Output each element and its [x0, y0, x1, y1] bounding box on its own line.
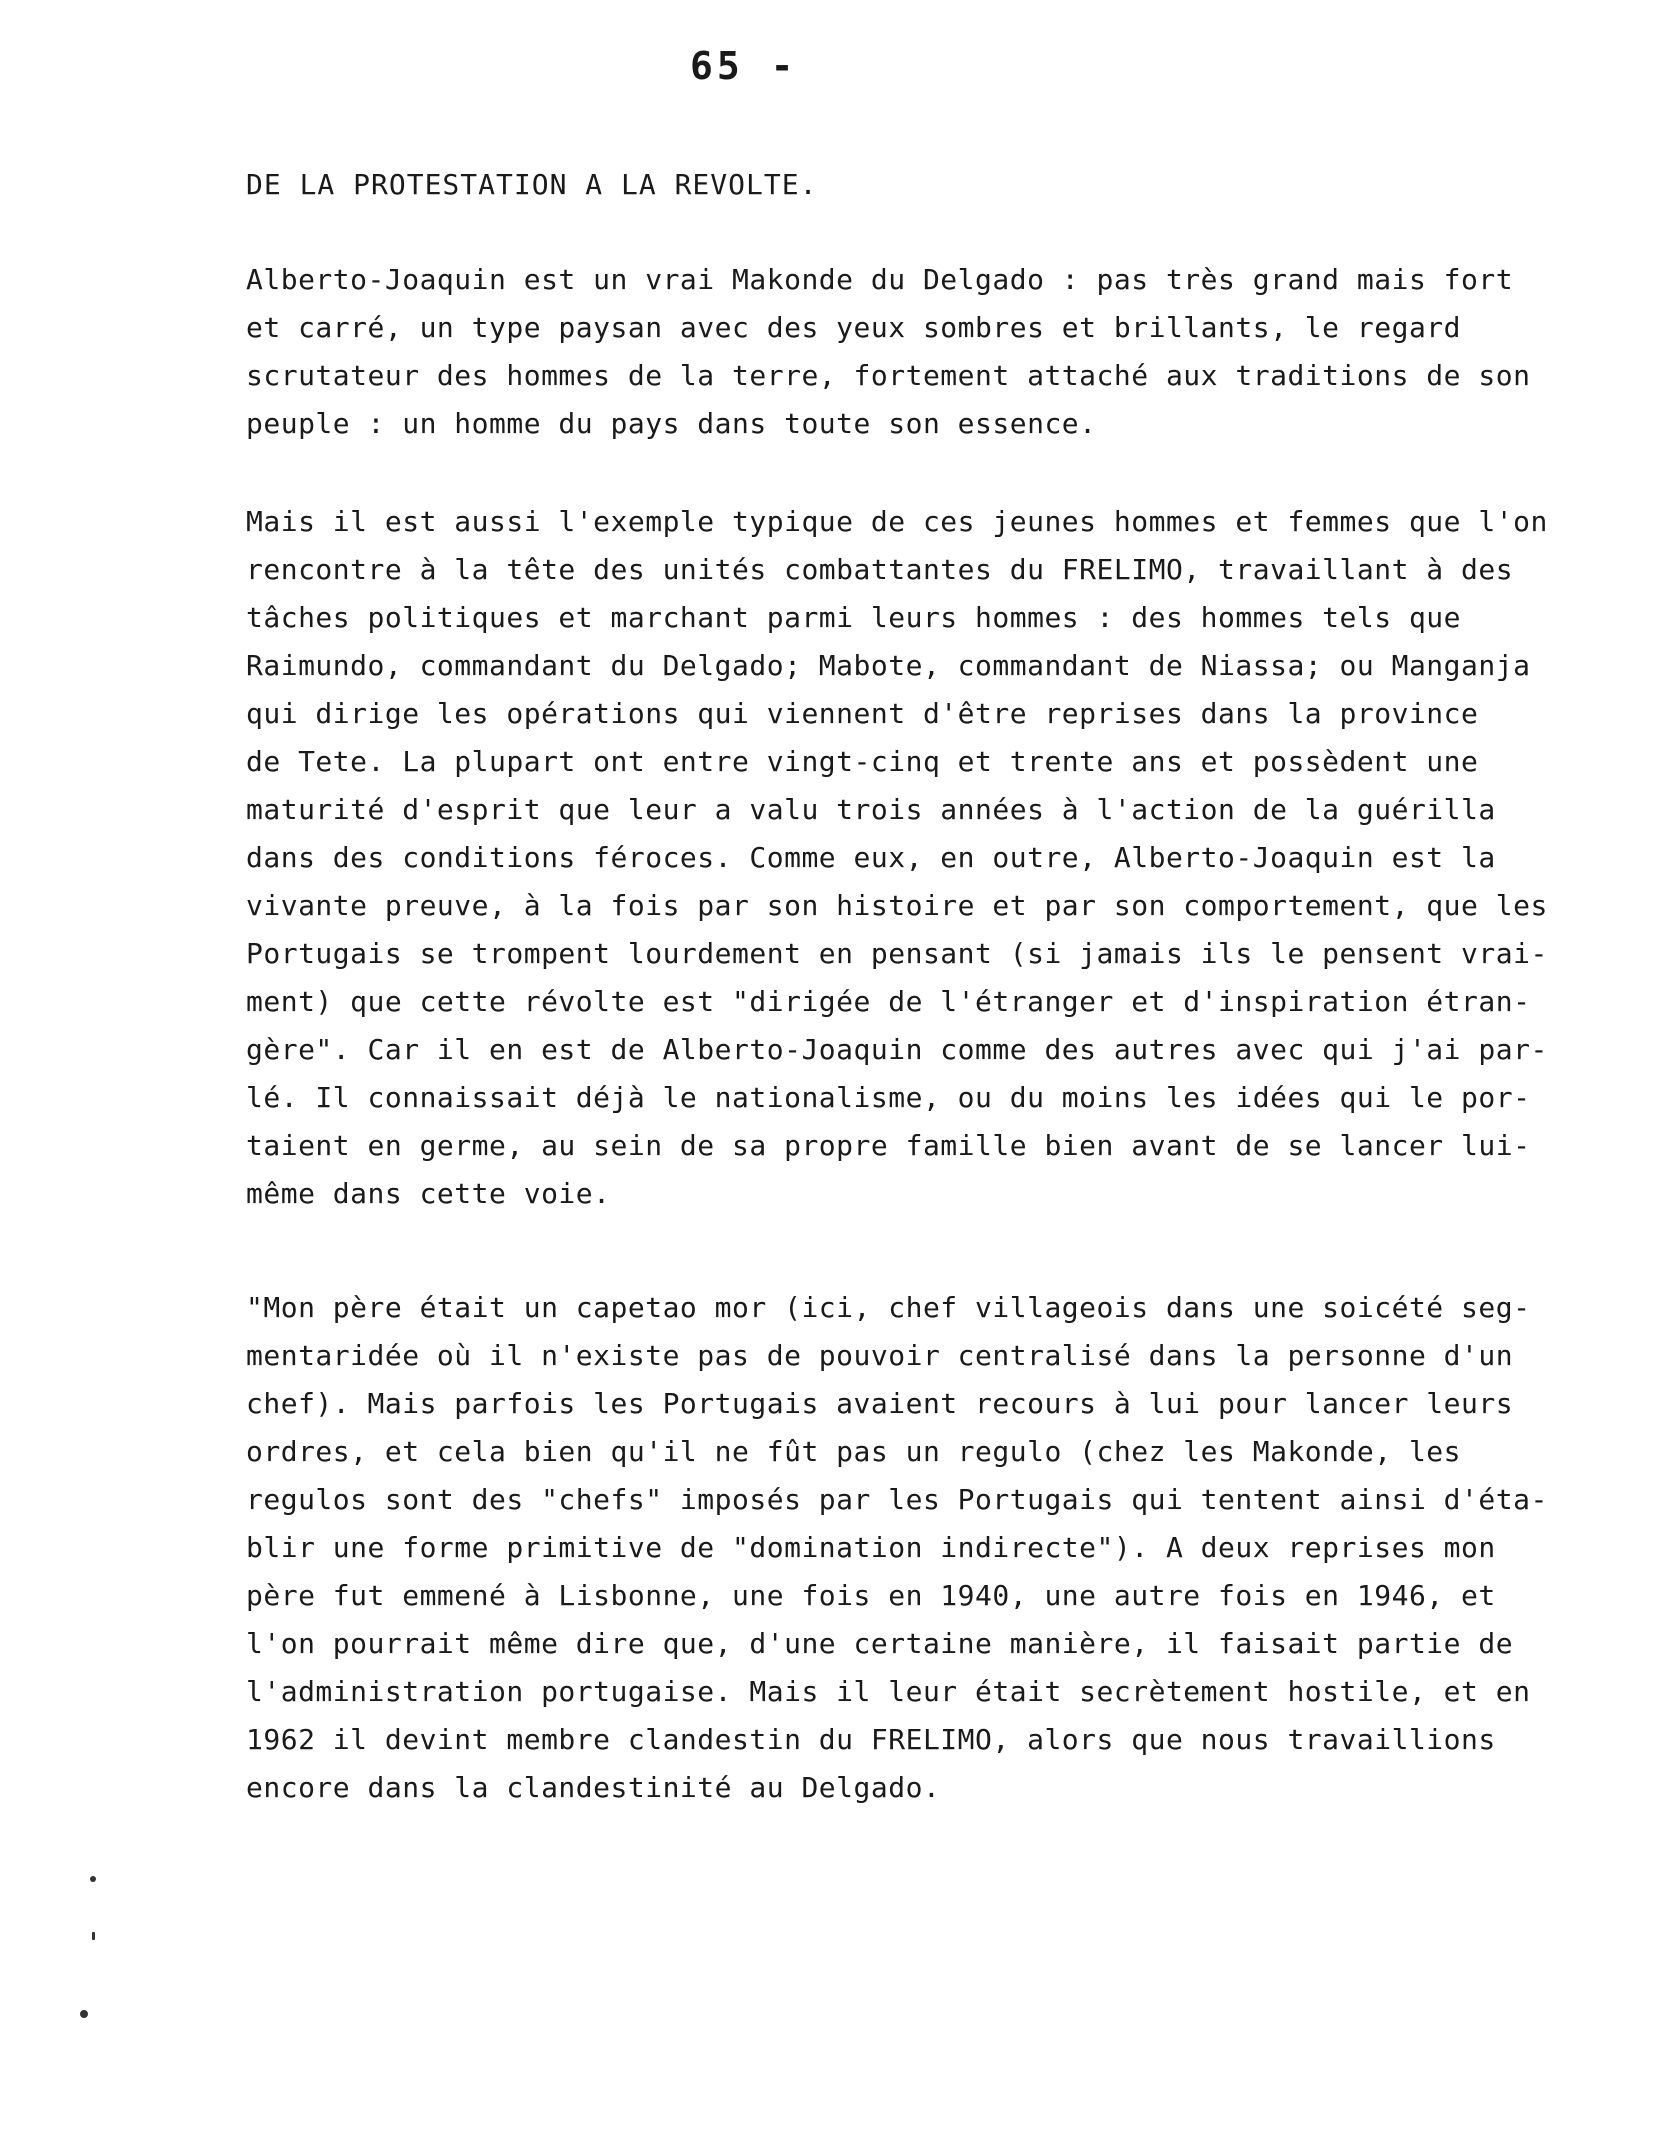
text-line: Mais il est aussi l'exemple typique de ces jeunes hommes et femmes que l'on — [246, 505, 1548, 538]
section-heading: DE LA PROTESTATION A LA REVOLTE. — [246, 168, 818, 201]
text-line: et carré, un type paysan avec des yeux sombres et brillants, le regard — [246, 311, 1462, 344]
text-line: regulos sont des "chefs" imposés par les Portugais qui tentent ainsi d'éta- — [246, 1483, 1548, 1516]
text-line: encore dans la clandestinité au Delgado. — [246, 1771, 941, 1804]
paragraph-2 — [246, 498, 1636, 1218]
text-line: lé. Il connaissait déjà le nationalisme, ou du moins les idées qui le por- — [246, 1081, 1531, 1114]
text-line: maturité d'esprit que leur a valu trois années à l'action de la guérilla — [246, 793, 1496, 826]
text-line: l'administration portugaise. Mais il leur était secrètement hostile, et en — [246, 1675, 1531, 1708]
text-line: ment) que cette révolte est "dirigée de l'étranger et d'inspiration étran- — [246, 985, 1531, 1018]
binding-hole-mark — [90, 1876, 96, 1882]
text-line: dans des conditions féroces. Comme eux, en outre, Alberto-Joaquin est la — [246, 841, 1496, 874]
text-line: Alberto-Joaquin est un vrai Makonde du Delgado : pas très grand mais fort — [246, 263, 1514, 296]
text-line: peuple : un homme du pays dans toute son essence. — [246, 407, 1097, 440]
text-line: scrutateur des hommes de la terre, fortement attaché aux traditions de son — [246, 359, 1531, 392]
text-line: vivante preuve, à la fois par son histoire et par son comportement, que les — [246, 889, 1548, 922]
text-line: l'on pourrait même dire que, d'une certaine manière, il faisait partie de — [246, 1627, 1514, 1660]
text-line: mentaridée où il n'existe pas de pouvoir centralisé dans la personne d'un — [246, 1339, 1514, 1372]
text-line: chef). Mais parfois les Portugais avaient recours à lui pour lancer leurs — [246, 1387, 1514, 1420]
text-line: rencontre à la tête des unités combattantes du FRELIMO, travaillant à des — [246, 553, 1514, 586]
text-line: tâches politiques et marchant parmi leurs hommes : des hommes tels que — [246, 601, 1462, 634]
binding-hole-mark — [92, 1932, 95, 1940]
text-line: gère". Car il en est de Alberto-Joaquin comme des autres avec qui j'ai par- — [246, 1033, 1548, 1066]
text-line: taient en germe, au sein de sa propre famille bien avant de se lancer lui- — [246, 1129, 1531, 1162]
text-line: "Mon père était un capetao mor (ici, chef villageois dans une soicété seg- — [246, 1291, 1531, 1324]
text-line: père fut emmené à Lisbonne, une fois en 1940, une autre fois en 1946, et — [246, 1579, 1496, 1612]
text-line: qui dirige les opérations qui viennent d'être reprises dans la province — [246, 697, 1479, 730]
page-number: 65 - — [690, 44, 798, 88]
paragraph-3 — [246, 1284, 1636, 1812]
text-line: blir une forme primitive de "domination indirecte"). A deux reprises mon — [246, 1531, 1496, 1564]
text-line: même dans cette voie. — [246, 1177, 611, 1210]
binding-hole-mark — [80, 2010, 88, 2018]
text-line: de Tete. La plupart ont entre vingt-cinq et trente ans et possèdent une — [246, 745, 1479, 778]
text-line: Portugais se trompent lourdement en pensant (si jamais ils le pensent vrai- — [246, 937, 1548, 970]
text-line: ordres, et cela bien qu'il ne fût pas un regulo (chez les Makonde, les — [246, 1435, 1462, 1468]
text-line: 1962 il devint membre clandestin du FRELIMO, alors que nous travaillions — [246, 1723, 1496, 1756]
paragraph-1 — [246, 256, 1636, 448]
text-line: Raimundo, commandant du Delgado; Mabote, commandant de Niassa; ou Manganja — [246, 649, 1531, 682]
